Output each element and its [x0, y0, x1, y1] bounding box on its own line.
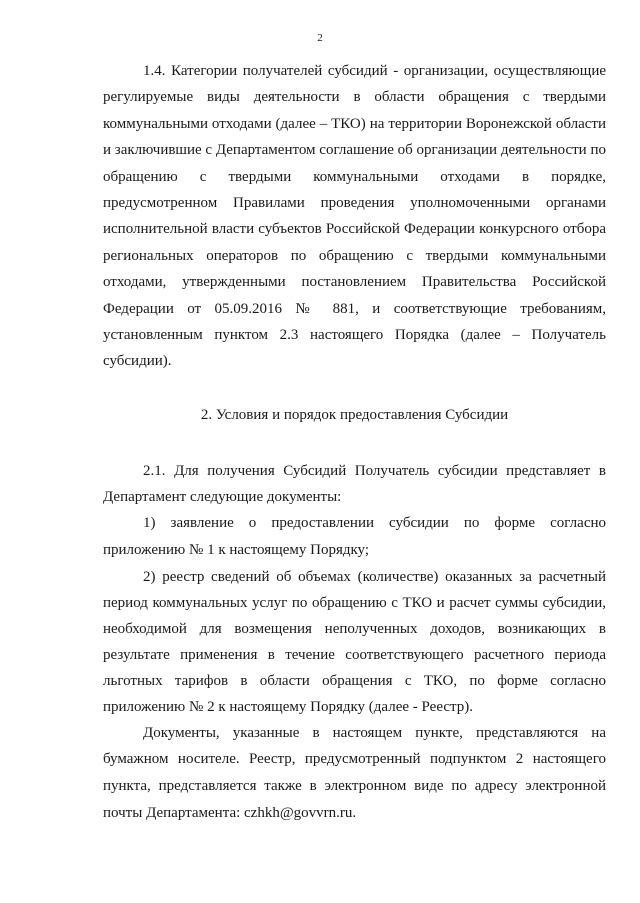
section-heading: 2. Условия и порядок предоставления Субсидии: [200, 406, 509, 423]
document-body: [103, 58, 606, 826]
page-number: 2: [317, 32, 323, 44]
paragraph-2-1: 2.1. Для получения Субсидий Получатель субсидии представляет в Департамент следующие документы:: [103, 462, 606, 505]
list-item-2: 2) реестр сведений об объемах (количестве) оказанных за расчетный период коммунальных услуг по обращению с ТКО и расчет суммы субсидии, необходимой для возмещения неполученных доходов, возникающих в результате применения в течение соответствующего расчетного периода льготных тарифов в области обращения с ТКО, по форме согласно приложению № 2 к настоящему Порядку (далее - Реестр).: [103, 568, 606, 715]
documents-note: Документы, указанные в настоящем пункте, представляются на бумажном носителе. Реестр, предусмотренный подпунктом 2 настоящего пункта, представляется также в электронном виде по адресу электронной почты Департамента: czhkh@govvrn.ru.: [103, 724, 606, 821]
list-item-1: 1) заявление о предоставлении субсидии по форме согласно приложению № 1 к настоящему Порядку;: [103, 514, 606, 558]
paragraph-1-4: 1.4. Категории получателей субсидий - организации, осуществляющие регулируемые виды деятельности в области обращения с твердыми коммунальными отходами (далее – ТКО) на территории Воронежской области и заключившие с Департаментом соглашение об организации деятельности по обращению с твердыми коммунальными отходами в порядке, предусмотренном Правилами проведения уполномоченными органами исполнительной власти субъектов Российской Федерации конкурсного отбора региональных операторов по обращению с твердыми коммунальными отходами, утвержденными постановлением Правительства Российской Федерации от 05.09.2016 № 881, и соответствующие требованиям, установленным пунктом 2.3 настоящего Порядка (далее – Получатель субсидии).: [103, 63, 606, 370]
spacer: [103, 428, 606, 458]
spacer: [103, 375, 606, 402]
